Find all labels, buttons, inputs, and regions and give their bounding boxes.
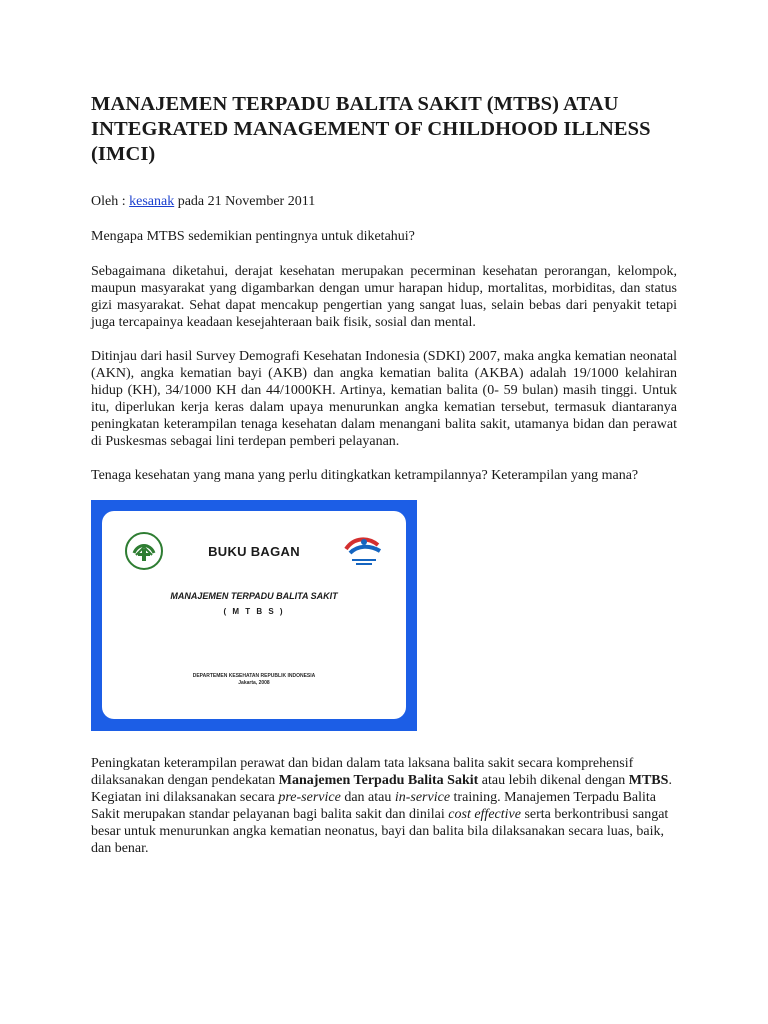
author-link[interactable]: kesanak <box>129 194 175 209</box>
question-1: Mengapa MTBS sedemikian pentingnya untuk diketahui? <box>91 229 415 244</box>
article <box>91 92 677 857</box>
p4-text: Peningkatan keterampilan perawat dan bidan dalam tata laksana balita sakit secara komprehensif dilaksanakan dengan pendekatan <box>91 756 634 788</box>
p4-text: . Kegiatan ini dilaksanakan secara <box>91 773 672 805</box>
p4-text: training. Manajemen Terpadu Balita Sakit merupakan standar pelayanan bagi balita sakit dan dinilai <box>91 790 657 822</box>
paragraph-2: Ditinjau dari hasil Survey Demografi Kesehatan Indonesia (SDKI) 2007, maka angka kematian neonatal (AKN), angka kematian bayi (AKB) dan angka kematian balita (AKBA) adalah 19/1000 kelahiran hidup (KH), 34/1000 KH dan 44/1000KH. Artinya, kematian balita (0- 59 bulan) masih tinggi. Untuk itu, diperlukan kerja keras dalam upaya menurunkan angka kematian tersebut, termasuk diantaranya peningkatan keterampilan tenaga kesehatan dalam menangani balita sakit, utamanya bidan dan perawat di Puskesmas sebagai lini terdepan pemberi pelayanan. <box>91 349 677 449</box>
cover-abbreviation: ( M T B S ) <box>223 607 285 616</box>
paragraph-1: Sebagaimana diketahui, derajat kesehatan merupakan pecerminan kesehatan perorangan, kelompok, maupun masyarakat yang digambarkan dengan umur harapan hidup, mortalitas, morbiditas, dan status gizi masyarakat. Sehat dapat mencakup pengertian yang sangat luas, selain bebas dari penyakit tetapi juga tercapainya keadaan kesejahteraan baik fisik, sosial dan mental. <box>91 264 677 330</box>
byline <box>91 193 677 210</box>
book-cover-image <box>91 500 417 731</box>
p4-italic: pre-service <box>278 790 341 805</box>
cover-department: DEPARTEMEN KESEHATAN REPUBLIK INDONESIA <box>192 673 316 679</box>
p4-italic: in-service <box>394 790 451 805</box>
cover-place-year: Jakarta, 2008 <box>238 680 270 686</box>
question-2: Tenaga kesehatan yang mana yang perlu ditingkatkan ketrampilannya? Keterampilan yang mana? <box>91 468 639 483</box>
article-title: MANAJEMEN TERPADU BALITA SAKIT (MTBS) ATAU INTEGRATED MANAGEMENT OF CHILDHOOD ILLNESS (IMCI) <box>91 93 651 165</box>
book-cover <box>102 511 406 719</box>
p4-text: serta berkontribusi sangat besar untuk menurunkan angka kematian neonatus, bayi dan balita bila dilaksanakan secara luas, baik, dan benar. <box>91 807 669 856</box>
p4-bold-abbr: MTBS <box>628 773 669 788</box>
paragraph-4 <box>91 755 677 857</box>
cover-subtitle: MANAJEMEN TERPADU BALITA SAKIT <box>170 591 338 601</box>
p4-italic: cost effective <box>448 807 521 822</box>
p4-text: dan atau <box>340 790 395 805</box>
cover-title: BUKU BAGAN <box>208 544 300 559</box>
p4-bold-term: Manajemen Terpadu Balita Sakit <box>278 773 479 788</box>
byline-date: pada 21 November 2011 <box>174 194 316 209</box>
p4-text: atau lebih dikenal dengan <box>478 773 629 788</box>
byline-prefix: Oleh : <box>91 194 130 209</box>
